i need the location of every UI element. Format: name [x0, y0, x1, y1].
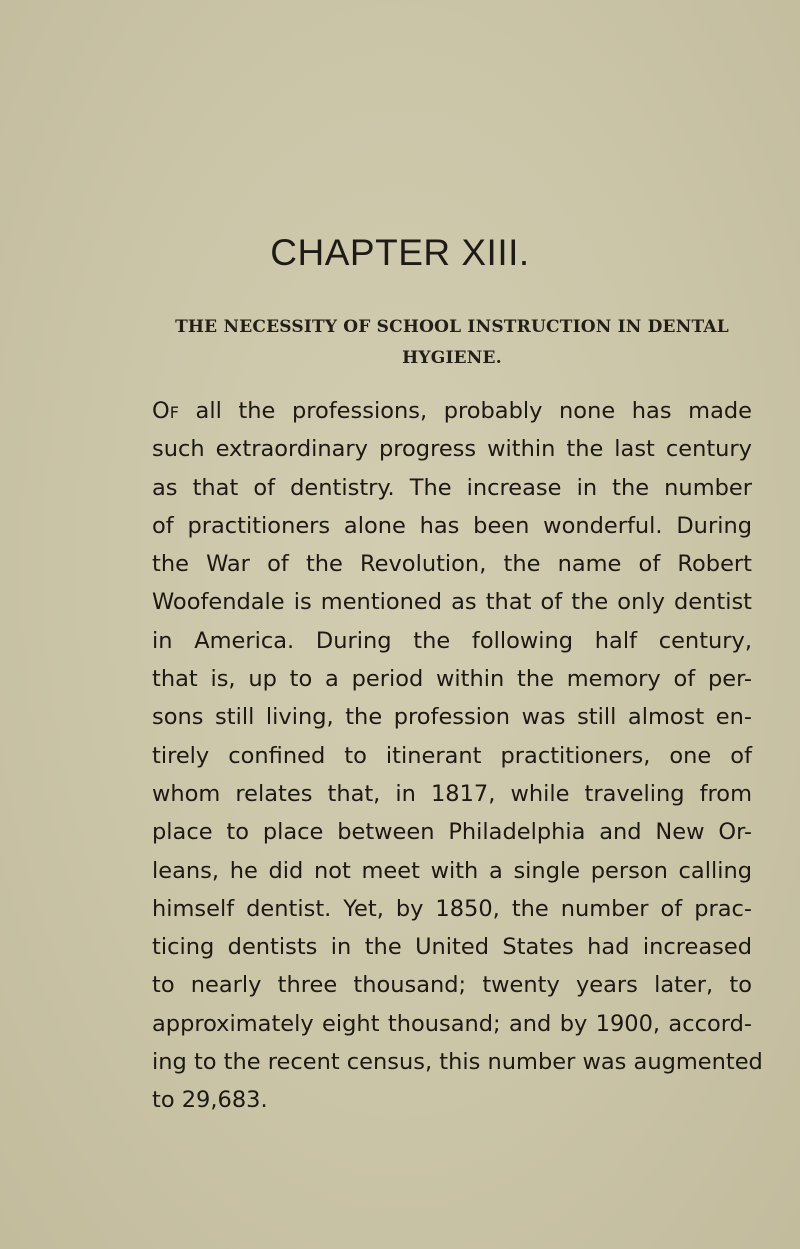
- body-line-16: to nearly three thousand; twenty years later, to: [152, 972, 752, 999]
- body-line-7: in America. During the following half century,: [152, 627, 752, 654]
- body-line-12: place to place between Philadelphia and New Or-: [152, 819, 752, 846]
- chapter-title: CHAPTER XIII.: [270, 232, 530, 273]
- body-line-18: ing to the recent census, this number was augmented: [152, 1049, 763, 1076]
- body-line-3: as that of dentistry. The increase in the number: [152, 474, 752, 501]
- body-line-1-text: all the professions, probably none has made: [178, 398, 752, 424]
- body-line-2: such extraordinary progress within the last century: [152, 436, 752, 463]
- body-line-10: tirely confined to itinerant practitioners, one of: [152, 742, 752, 769]
- body-paragraph: [152, 392, 763, 1120]
- lead-word: Of: [152, 398, 179, 424]
- section-title-line-1: THE NECESSITY OF SCHOOL INSTRUCTION IN DENTAL: [175, 317, 729, 337]
- body-line-6: Woofendale is mentioned as that of the only dentist: [152, 589, 752, 616]
- section-title-line-2: HYGIENE.: [402, 348, 502, 368]
- body-line-17: approximately eight thousand; and by 1900, accord-: [152, 1010, 752, 1037]
- body-line-8: that is, up to a period within the memory of per-: [152, 666, 752, 693]
- body-line-5: the War of the Revolution, the name of Robert: [152, 551, 752, 578]
- body-line-13: leans, he did not meet with a single person calling: [152, 857, 752, 884]
- body-line-4: of practitioners alone has been wonderful. During: [152, 512, 752, 539]
- section-title: [152, 312, 752, 374]
- body-line-14: himself dentist. Yet, by 1850, the number of prac-: [152, 895, 752, 922]
- body-line-19: to 29,683.: [152, 1087, 268, 1114]
- body-line-1: [152, 392, 752, 430]
- body-line-11: whom relates that, in 1817, while traveling from: [152, 780, 752, 807]
- body-line-15: ticing dentists in the United States had increased: [152, 934, 752, 961]
- body-line-9: sons still living, the profession was still almost en-: [152, 704, 752, 731]
